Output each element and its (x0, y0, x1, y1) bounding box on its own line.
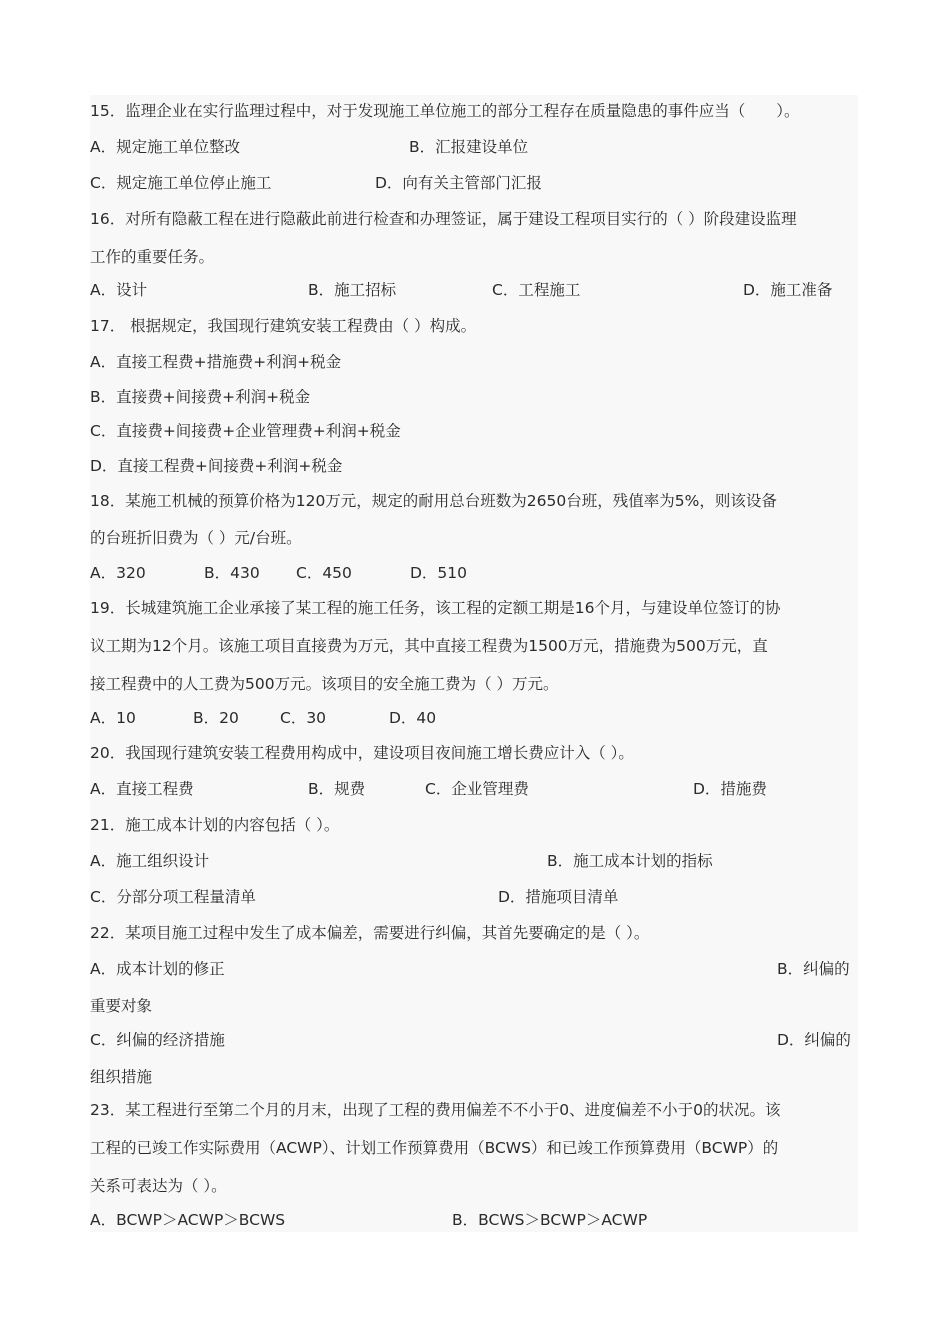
option-b: B．430 (204, 564, 260, 582)
option-c: C．工程施工 (492, 281, 581, 299)
option-b: B．纠偏的 (777, 960, 850, 978)
option-b: B．施工成本计划的指标 (547, 852, 713, 870)
option-c: C．30 (280, 709, 327, 727)
option-b: B．20 (193, 709, 239, 727)
option-a: A．施工组织设计 (90, 852, 210, 870)
option-d: D．40 (389, 709, 437, 727)
option-c: C．纠偏的经济措施 (90, 1031, 225, 1049)
option-b: B．施工招标 (308, 281, 397, 299)
option-b: B．汇报建设单位 (409, 138, 529, 156)
option-a: A．直接工程费 (90, 780, 194, 798)
option-c: C．分部分项工程量清单 (90, 888, 256, 906)
option-a: A．10 (90, 709, 136, 727)
option-a: A．成本计划的修正 (90, 960, 225, 978)
option-d: D．措施费 (693, 780, 767, 798)
option-a: A．设计 (90, 281, 148, 299)
option-a: A．规定施工单位整改 (90, 138, 241, 156)
option-d: D．510 (410, 564, 468, 582)
document-page: 15．监理企业在实行监理过程中，对于发现施工单位施工的部分工程存在质量隐患的事件应当（ ）。 A．规定施工单位整改 B．汇报建设单位 C．规定施工单位停止施工 D．向有关主管部门汇报 16．对所有隐蔽工程在进行隐蔽此前进行检查和办理签证，属于建设工程项目实行的（ ）阶段建设监理 工作的重要任务。 A．设计 B．施工招标 C．工程施工 D．施工准备 17． 根据规定，我国现行建筑安装工程费由（ ）构成。 A．直接工程费+措施费+利润+税金 B．直接费+间接费+利润+税金 C．直接费+间接费+企业管理费+利润+税金 D．直接工程费+间接费+利润+税金 18．某施工机械的预算价格为120万元，规定的耐用总台班数为2650台班，残值率为5%，则该设备 的台班折旧费为（ ）元/台班。 A．320 B．430 C．450 D．510 19．长城建筑施工企业承接了某工程的施工任务，该工程的定额工期是16个月，与建设单位签订的协 议工期为12个月。该施工项目直接费为万元，其中直接工程费为1500万元，措施费为500万元，直 接工程费中的人工费为500万元。该项目的安全施工费为（ ）万元。 A．10 B．20 C．30 D．40 20．我国现行建筑安装工程费用构成中，建设项目夜间施工增长费应计入（ ）。 A．直接工程费 B．规费 C．企业管理费 D．措施费 21．施工成本计划的内容包括（ ）。 A．施工组织设计 B．施工成本计划的指标 C．分部分项工程量清单 D．措施项目清单 22．某项目施工过程中发生了成本偏差，需要进行纠偏，其首先要确定的是（ ）。 A．成本计划的修正 B．纠偏的 重要对象 C．纠偏的经济措施 D．纠偏的 组织措施 23．某工程进行至第二个月的月末，出现了工程的费用偏差不不小于0、进度偏差不小于0的状况。该 工程的已竣工作实际费用（ACWP）、计划工作预算费用（BCWS）和已竣工作预算费用（BCWP）的 关系可表达为（ ）。 A．BCWP＞ACWP＞BCWS B．BCWS＞BCWP＞ACWP (90, 95, 858, 1232)
option-b: B．BCWS＞BCWP＞ACWP (452, 1211, 648, 1229)
option-d: D．施工准备 (743, 281, 833, 299)
option-c: C．450 (296, 564, 352, 582)
option-c: C．企业管理费 (425, 780, 529, 798)
option-d: D．向有关主管部门汇报 (375, 174, 542, 192)
option-b: B．规费 (308, 780, 366, 798)
option-a: A．320 (90, 564, 146, 582)
option-d: D．措施项目清单 (498, 888, 619, 906)
option-d: D．纠偏的 (777, 1031, 851, 1049)
option-c: C．规定施工单位停止施工 (90, 174, 272, 192)
option-a: A．BCWP＞ACWP＞BCWS (90, 1211, 286, 1229)
